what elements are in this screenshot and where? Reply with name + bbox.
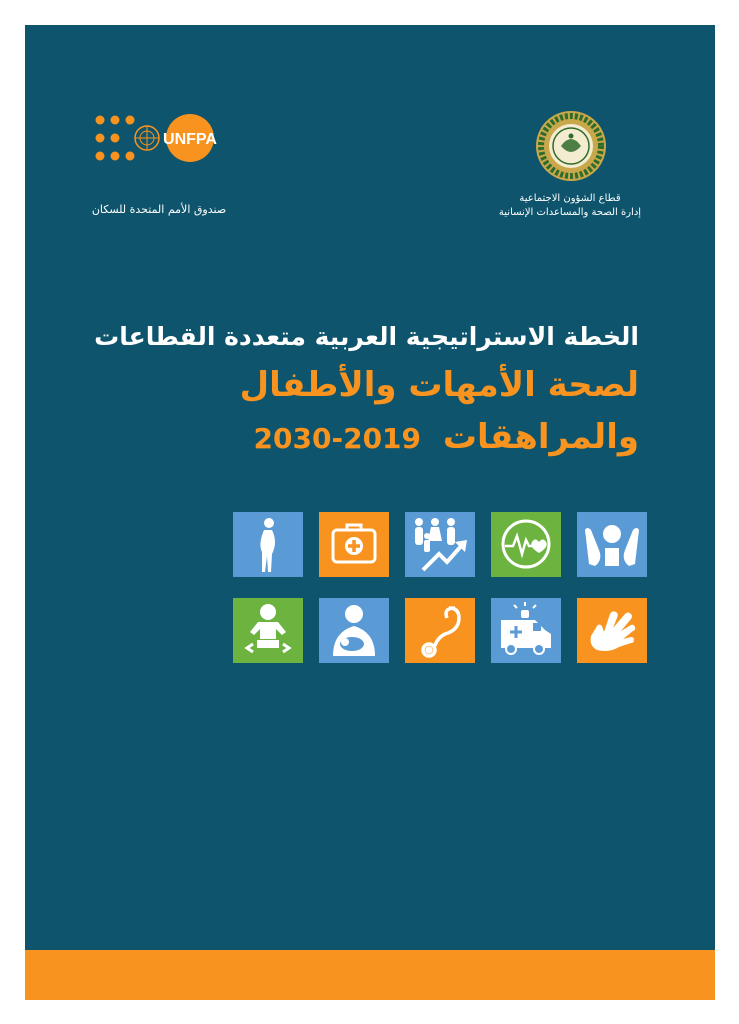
ambulance-icon	[491, 598, 561, 663]
league-caption-line1: قطاع الشؤون الاجتماعية	[519, 193, 621, 204]
first-aid-kit-icon	[319, 512, 389, 577]
stop-violence-hand-icon	[577, 598, 647, 663]
title-line3: والمراهقات	[442, 417, 639, 457]
hands-protecting-child-icon	[577, 512, 647, 577]
pregnant-woman-icon	[233, 512, 303, 577]
icon-grid	[233, 512, 647, 664]
heartbeat-monitor-icon	[491, 512, 561, 577]
bottom-accent-bar	[25, 950, 715, 1000]
league-caption-line2: إدارة الصحة والمساعدات الإنسانية	[498, 207, 642, 218]
title-years: 2030-2019	[253, 422, 422, 455]
unfpa-logo-text: UNFPA	[163, 131, 217, 148]
title-line1: الخطة الاستراتيجية العربية متعددة القطاعات	[94, 322, 639, 351]
arab-league-caption	[480, 192, 660, 220]
title-block	[94, 315, 639, 465]
breastfeeding-mother-icon	[319, 598, 389, 663]
unfpa-logo	[95, 114, 225, 164]
baby-icon	[233, 598, 303, 663]
family-growth-icon	[405, 512, 475, 577]
unfpa-caption: صندوق الأمم المتحدة للسكان	[91, 203, 227, 216]
title-line2: لصحة الأمهات والأطفال	[239, 365, 639, 405]
stethoscope-icon	[405, 598, 475, 663]
title-line3-row	[119, 411, 639, 465]
arab-league-seal	[535, 110, 607, 182]
